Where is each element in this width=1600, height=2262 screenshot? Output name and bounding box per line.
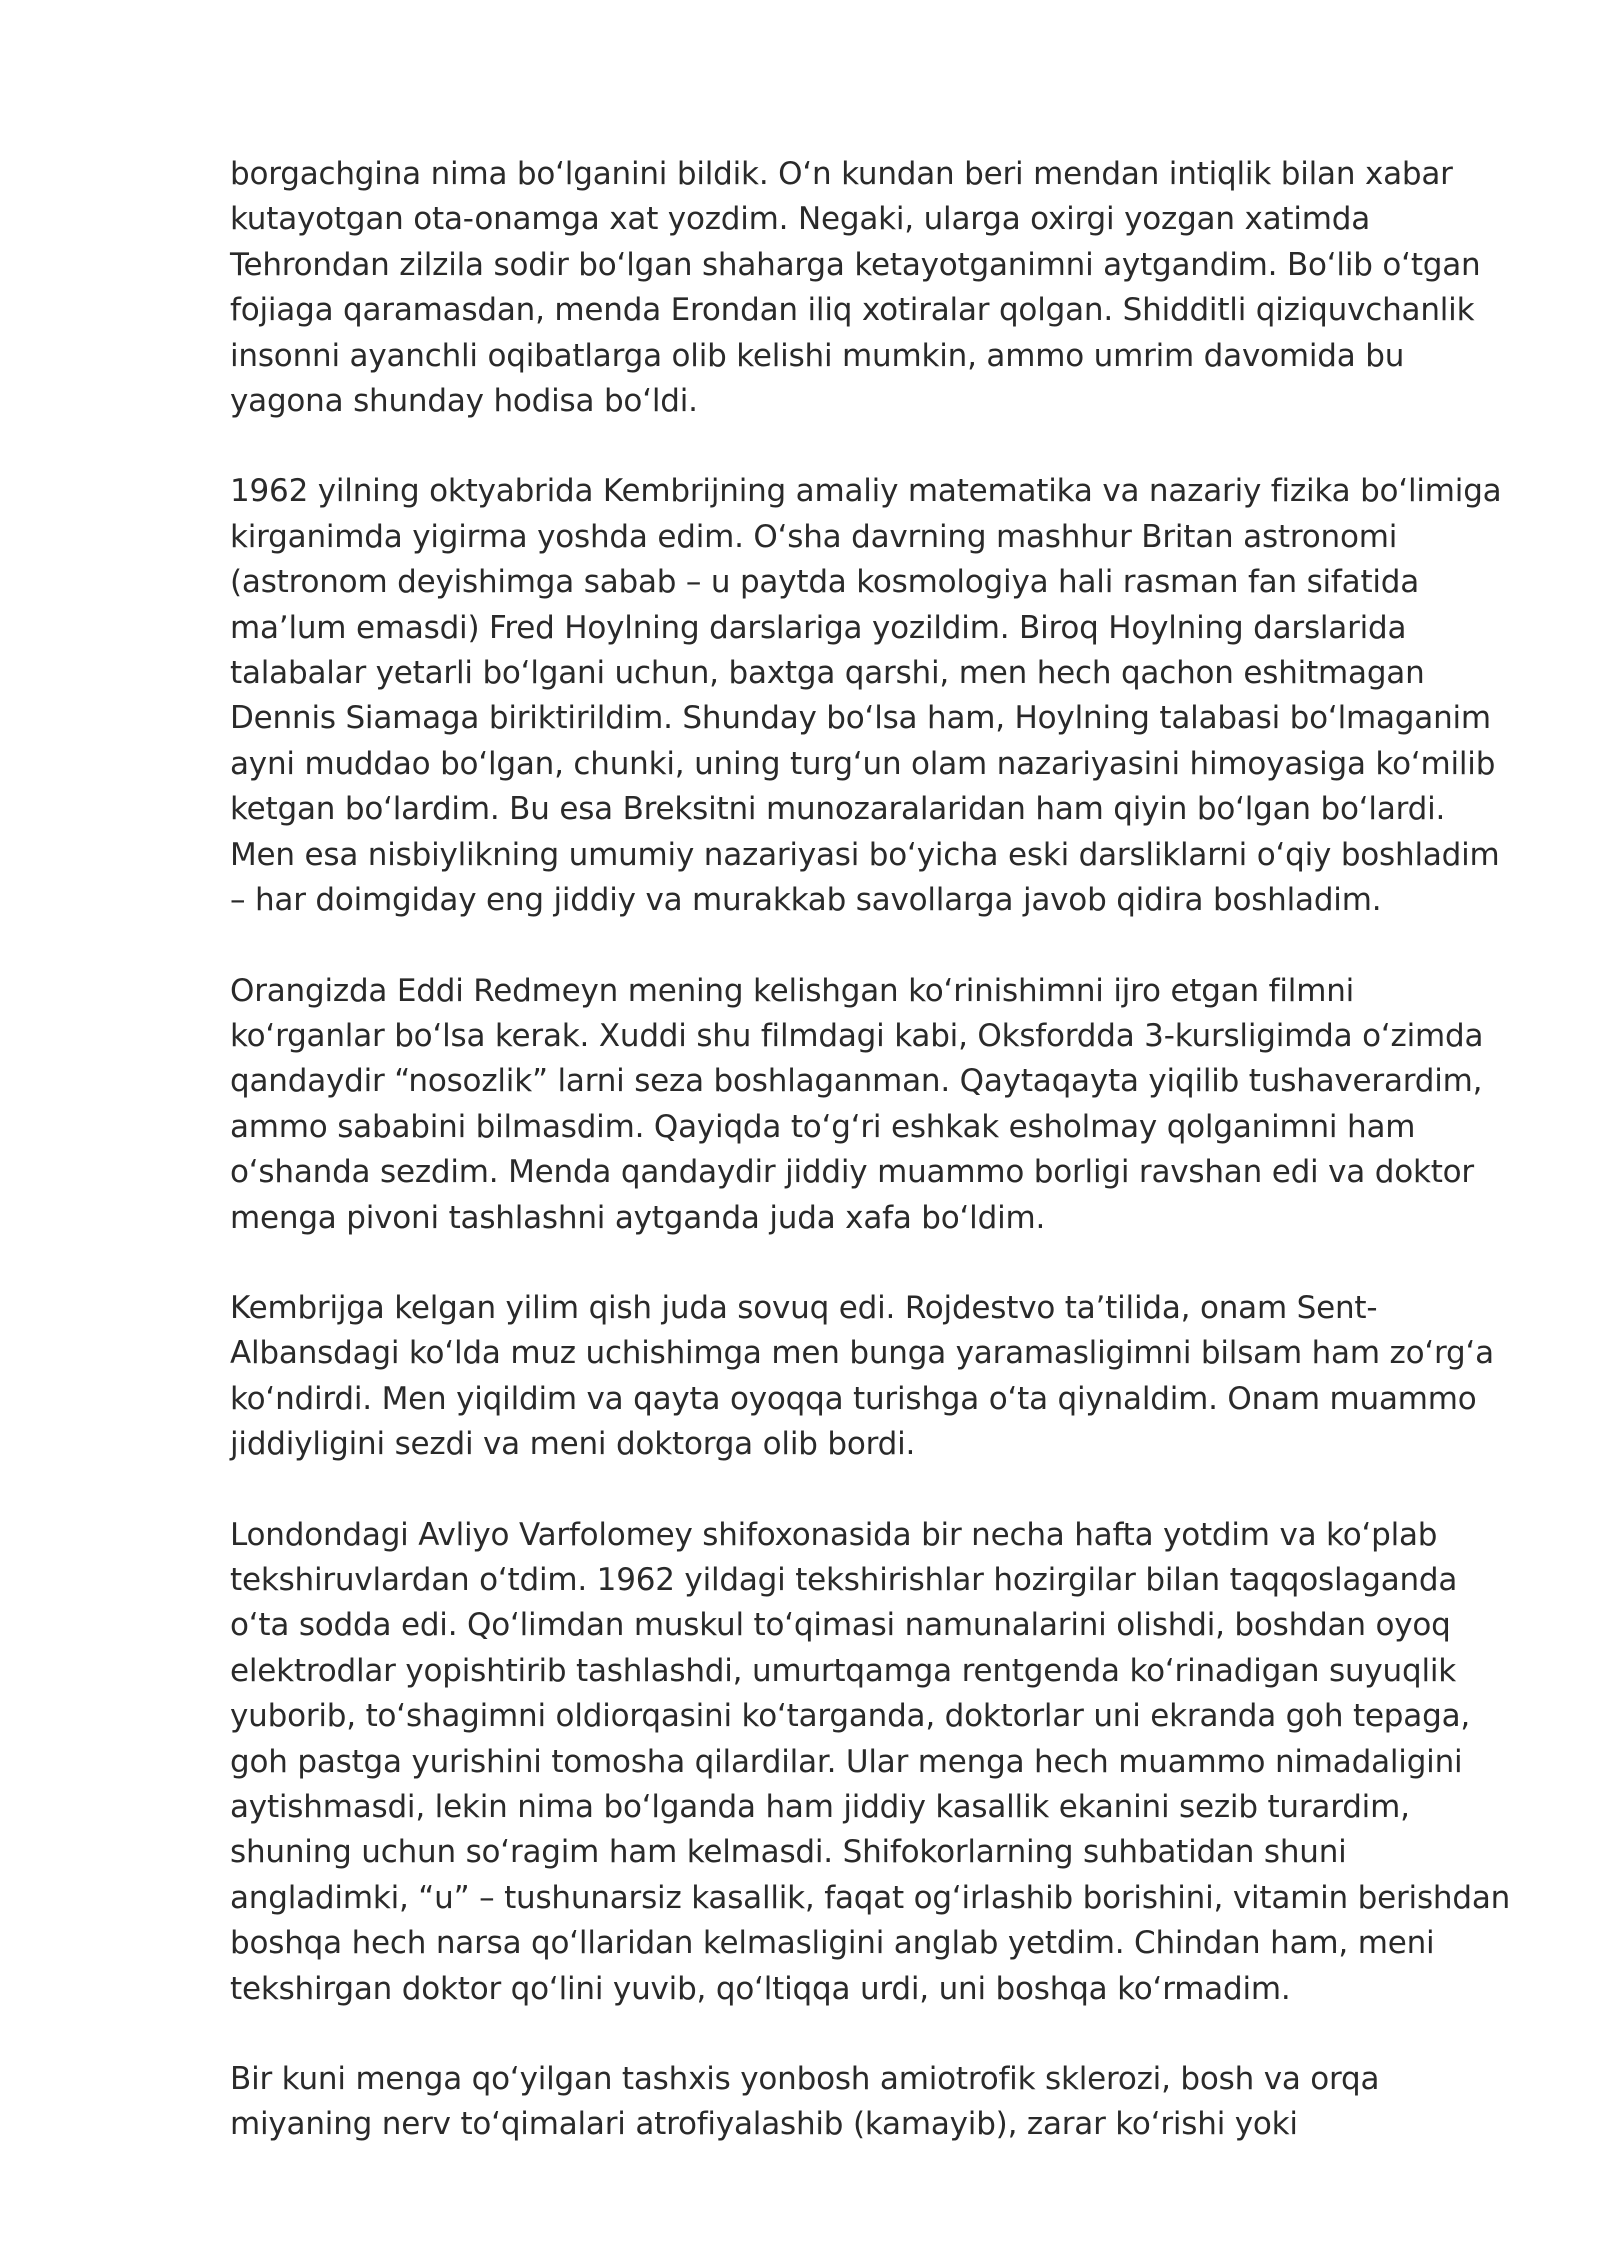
text-line: miyaning nerv toʻqimalari atrofiyalashib (kamayib), zarar koʻrishi yoki xyxy=(230,2106,1298,2143)
text-line: angladimki, “u” – tushunarsiz kasallik, faqat ogʻirlashib borishini, vitamin berishdan xyxy=(230,1879,1511,1916)
text-line: koʻndirdi. Men yiqildim va qayta oyoqqa turishga oʻta qiynaldim. Onam muammo xyxy=(230,1380,1477,1417)
text-line: (astronom deyishimga sabab – u paytda kosmologiya hali rasman fan sifatida xyxy=(230,564,1420,601)
document-page xyxy=(230,152,1511,2193)
text-line: yuborib, toʻshagimni oldiorqasini koʻtarganda, doktorlar uni ekranda goh tepaga, xyxy=(230,1698,1471,1735)
text-line: kutayotgan ota-onamga xat yozdim. Negaki, ularga oxirgi yozgan xatimda xyxy=(230,201,1371,238)
paragraph-6 xyxy=(230,2057,1500,2148)
text-line: goh pastga yurishini tomosha qilardilar. Ular menga hech muammo nimadaligini xyxy=(230,1743,1463,1780)
text-line: Londondagi Avliyo Varfolomey shifoxonasida bir necha hafta yotdim va koʻplab xyxy=(230,1516,1438,1553)
text-line: maʼlum emasdi) Fred Hoylning darslariga yozildim. Biroq Hoylning darslarida xyxy=(230,609,1407,646)
text-line: boshqa hech narsa qoʻllaridan kelmasligini anglab yetdim. Chindan ham, meni xyxy=(230,1925,1435,1962)
text-line: oʻshanda sezdim. Menda qandaydir jiddiy muammo borligi ravshan edi va doktor xyxy=(230,1154,1474,1191)
text-line: elektrodlar yopishtirib tashlashdi, umurtqamga rentgenda koʻrinadigan suyuqlik xyxy=(230,1652,1457,1689)
paragraph-2 xyxy=(230,469,1500,923)
text-line: ketgan boʻlardim. Bu esa Breksitni munozaralaridan ham qiyin boʻlgan boʻlardi. xyxy=(230,791,1446,828)
paragraph-3 xyxy=(230,969,1500,1241)
text-line: tekshirgan doktor qoʻlini yuvib, qoʻltiqqa urdi, uni boshqa koʻrmadim. xyxy=(230,1970,1291,2007)
text-line: talabalar yetarli boʻlgani uchun, baxtga qarshi, men hech qachon eshitmagan xyxy=(230,655,1425,692)
text-line: koʻrganlar boʻlsa kerak. Xuddi shu filmdagi kabi, Oksfordda 3-kursligimda oʻzimda xyxy=(230,1017,1484,1054)
paragraph-1 xyxy=(230,152,1500,424)
text-line: fojiaga qaramasdan, menda Erondan iliq xotiralar qolgan. Shidditli qiziquvchanlik xyxy=(230,292,1475,329)
text-line: – har doimgiday eng jiddiy va murakkab savollarga javob qidira boshladim. xyxy=(230,882,1382,919)
text-line: tekshiruvlardan oʻtdim. 1962 yildagi tekshirishlar hozirgilar bilan taqqoslaganda xyxy=(230,1561,1458,1598)
text-line: jiddiyligini sezdi va meni doktorga olib bordi. xyxy=(230,1426,916,1463)
text-line: Dennis Siamaga biriktirildim. Shunday boʻlsa ham, Hoylning talabasi boʻlmaganim xyxy=(230,700,1491,737)
text-line: menga pivoni tashlashni aytganda juda xafa boʻldim. xyxy=(230,1199,1046,1236)
text-line: insonni ayanchli oqibatlarga olib kelishi mumkin, ammo umrim davomida bu xyxy=(230,337,1405,374)
text-line: yagona shunday hodisa boʻldi. xyxy=(230,383,698,420)
text-line: Orangizda Eddi Redmeyn mening kelishgan koʻrinishimni ijro etgan filmni xyxy=(230,972,1355,1009)
text-line: borgachgina nima boʻlganini bildik. Oʻn kundan beri mendan intiqlik bilan xabar xyxy=(230,156,1453,192)
text-line: Albansdagi koʻlda muz uchishimga men bunga yaramasligimni bilsam ham zoʻrgʻa xyxy=(230,1335,1494,1372)
text-line: qandaydir “nosozlik” larni seza boshlaganman. Qaytaqayta yiqilib tushaverardim, xyxy=(230,1063,1483,1100)
paragraph-5 xyxy=(230,1513,1511,2012)
text-line: shuning uchun soʻragim ham kelmasdi. Shifokorlarning suhbatidan shuni xyxy=(230,1834,1347,1871)
text-line: kirganimda yigirma yoshda edim. Oʻsha davrning mashhur Britan astronomi xyxy=(230,518,1398,555)
text-line: aytishmasdi, lekin nima boʻlganda ham jiddiy kasallik ekanini sezib turardim, xyxy=(230,1789,1410,1825)
text-line: Tehrondan zilzila sodir boʻlgan shaharga ketayotganimni aytgandim. Boʻlib oʻtgan xyxy=(230,246,1481,283)
text-line: Kembrijga kelgan yilim qish juda sovuq edi. Rojdestvo taʼtilida, onam Sent- xyxy=(230,1289,1378,1326)
text-line: Men esa nisbiylikning umumiy nazariyasi boʻyicha eski darsliklarni oʻqiy boshladim xyxy=(230,836,1500,873)
paragraph-4 xyxy=(230,1286,1500,1468)
text-line: 1962 yilning oktyabrida Kembrijning amaliy matematika va nazariy fizika boʻlimiga xyxy=(230,473,1502,510)
text-line: ayni muddao boʻlgan, chunki, uning turgʻun olam nazariyasini himoyasiga koʻmilib xyxy=(230,745,1496,782)
text-line: Bir kuni menga qoʻyilgan tashxis yonbosh amiotrofik sklerozi, bosh va orqa xyxy=(230,2061,1380,2098)
text-line: oʻta sodda edi. Qoʻlimdan muskul toʻqimasi namunalarini olishdi, boshdan oyoq xyxy=(230,1607,1451,1644)
text-line: ammo sababini bilmasdim. Qayiqda toʻgʻri eshkak esholmay qolganimni ham xyxy=(230,1108,1416,1145)
